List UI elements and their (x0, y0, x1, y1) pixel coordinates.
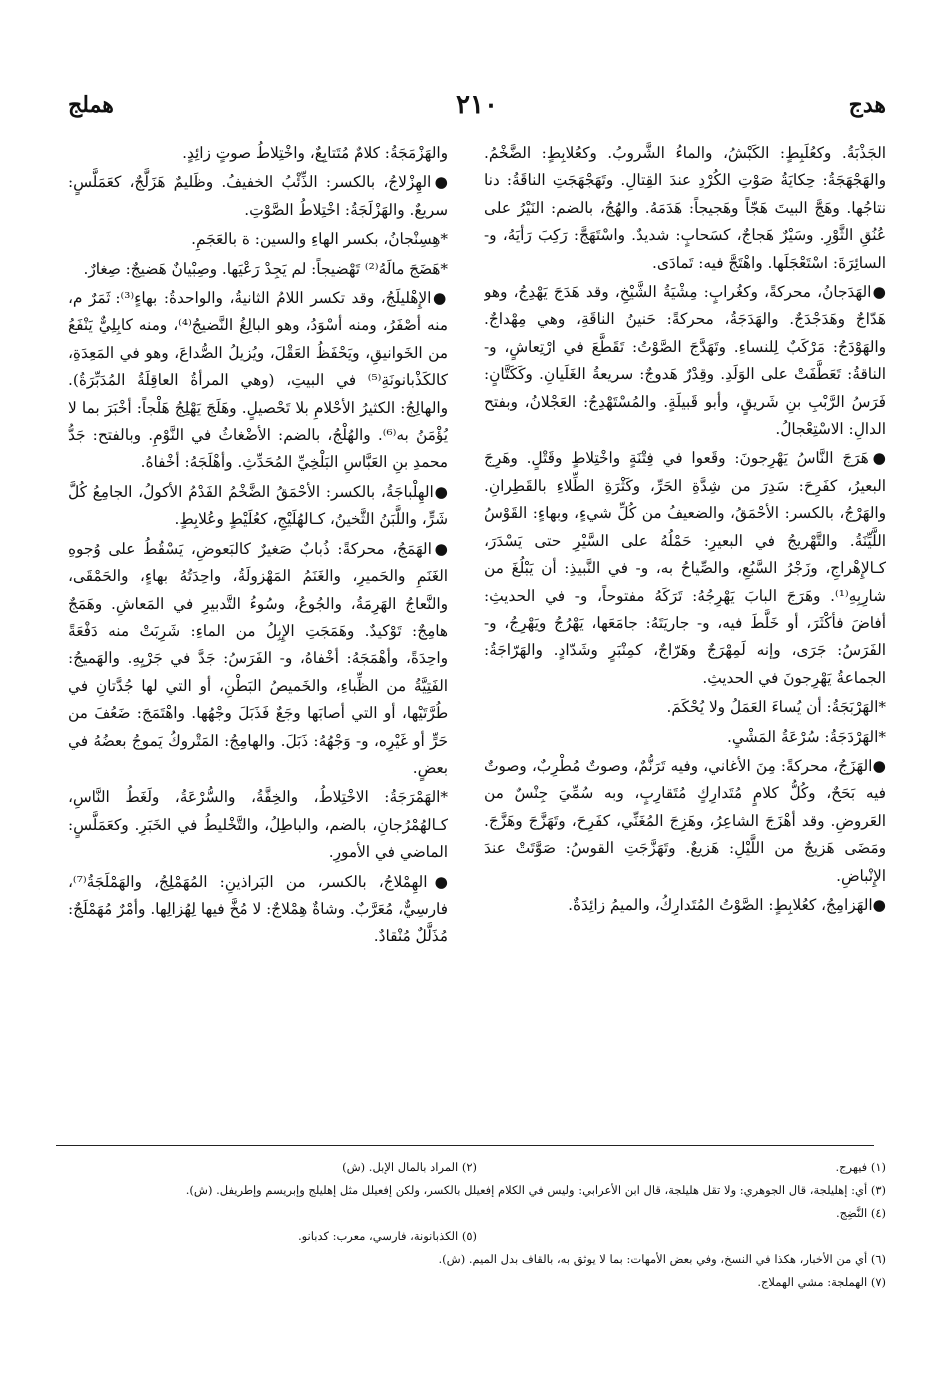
right-column (484, 140, 886, 1140)
footnote-4: (٤) النَّضِج. (835, 1206, 886, 1220)
header-keyword-start: هدج (848, 92, 886, 118)
entry: *هَضَجَ مالَهُ⁽²⁾ تَهْضيجاً: لم يَجِدْ رَعْيَها. وصِبْيانٌ هَضيجٌ: صِغارٌ. (83, 259, 448, 278)
footnote-5-spacer (477, 1225, 886, 1248)
entry: *الهَمْرَجَةُ: الاخْتِلاطُ، والخِفَّةُ، والسُّرْعَةُ، ولَغَطُ النَّاسِ، كـالهُمْرُجانِ، بالضم، والباطِلُ، والتَّخْليطُ في الخَبَرِ. وكعَمَلَّسٍ: الماضي في الأمورِ. (68, 788, 448, 862)
entry: ●الهِمْلاجُ، بالكسر، من البَراذينِ: المُهَمْلِجُ، والهَمْلَجَةُ⁽⁷⁾، فارسِيٌّ، مُعَرَّبٌ. وشاةٌ هِمْلاجٌ: لا مُخَّ فيها لِهُزالِها. وأمْرٌ مُهَمْلَجٌ: مُذَلَّلٌ مُنْقادٌ. (68, 872, 448, 946)
entry: *هِسِنْجانُ، بكسر الهاءِ والسين: ة بالعَجَمِ. (191, 230, 448, 249)
header-keyword-end: هملج (68, 92, 114, 118)
entry: ●الهَزامِجُ، كعُلابِطٍ: الصَّوْتُ المُتَدارِكُ، والميمُ زائِدَةٌ. (568, 895, 886, 914)
footnote-divider (56, 1145, 874, 1146)
entry: ●الهَمَجُ، محركةً: ذُبابٌ صَغيرٌ كالبَعوضِ، يَسْقُطُ على وُجوهِ الغَنَمِ والحَميرِ، والغَنَمُ المَهْزولَةُ، واحِدَتُهُ بهاءٍ، والحَمْقَى، والنَّعاجُ الهَرِمَةُ، والجُوعُ، وسُوءُ التَّدبيرِ في المَعاشِ. وهَمَجٌ هامِجٌ: تَوْكيدٌ. وهَمَجَتِ الإِبِلُ من الماءِ: شَرِبَتْ منه دَفْعَةً واحِدَةً، وأهْمَجَهُ: أخْفاهُ، و- الفَرَسُ: جَدَّ في جَرْيِهِ. والهَميجُ: الفَتِيَّةُ من الظِّباءِ، والخَميصُ البَطْنِ، أو التي لها جُدَّتانِ في طُرَّتَيْها، أو التي أصابَها وجَعٌ فَذَبَلَ وجْهُها. واهْتَمَجَ: ضَعُفَ من حَرٍّ أو غَيْرِه، و- وَجْهُهُ: ذَبَلَ. والهامِجُ: المَتْروكُ يَموجُ بعضُهُ في بعضٍ. (68, 539, 448, 777)
footnote-7: (٧) الهملجة: مشي الهملاج. (757, 1275, 886, 1289)
entry: ●الإِهْليلَجُ، وقد تكسر اللامُ الثانيةُ، والواحدةُ: بهاءٍ⁽³⁾: ثَمَرٌ م، منه أصْفَرُ، ومنه أسْوَدُ، وهو البالِغُ النَّضيجُ⁽⁴⁾، ومنه كابِلِيٌّ يَنْفَعُ من الخَوانيقِ، ويَحْفَظُ العَقْلَ، ويُزيلُ الصُّداعَ، وهو في المَعِدَةِ، كالكَذْبانونَةِ⁽⁵⁾ في البيتِ، (وهي المرأةُ العاقِلَةُ المُدَبِّرَةُ). والهالِجُ: الكثيرُ الأحْلامِ بلا تَحْصيلٍ. وهَلَجَ يَهْلِجُ هَلْجاً: أخْبَرَ بما لا يُؤْمَنُ به⁽⁶⁾. والهُلْجُ، بالضم: الأضْغاثُ في النَّوْمِ. وبالفتح: جَدُّ محمدِ بنِ العَبَّاسِ البَلْخِيِّ المُحَدِّثِ. وأهْلَجَهُ: أخْفاهُ. (68, 289, 448, 472)
left-column (68, 140, 448, 1140)
entry: والهَزْمَجَةُ: كلامٌ مُتَتابِعٌ، واخْتِلاطُ صوتٍ زائِدٍ. (182, 144, 448, 162)
entry: *الهَرْبَجَةُ: أن يُساءَ العَمَلُ ولا يُحْكَمَ. (666, 698, 886, 717)
footnote-2: (٢) المراد بالمال الإبل. (ش) (342, 1160, 477, 1174)
footnote-6: (٦) أي من الأخبار، هكذا في النسخ، وفي بعض الأمهات: بما لا يوثق به، بالقاف بدل الميم. (ش). (438, 1252, 886, 1266)
footnote-3: (٣) أي: إهليلجة، قال الجوهري: ولا تقل هليلجة، قال ابن الأعرابي: وليس في الكلام إفعيلل بالكسر، ولكن إفعيلل مثل إهليلج وإبريسم وإطريفل. (ش). (185, 1183, 886, 1197)
footnotes (68, 1156, 886, 1294)
entry: الجَذْبَةُ. وكعُلَبِطٍ: الكَبْشُ، والماءُ الشَّروبُ. وكعُلابِطٍ: الضَّخْمُ. والهَجْهَجَةُ: حِكايَةُ صَوْتِ الكُرْدِ عندَ القِتالِ. وتَهَجْهَجَتِ الناقَةُ: دنا نتاجُها. وهَجَّ البيتَ هَجّاً وهَجيجاً: هَدَمَهُ. والهُجُ، بالضم: النَيْرُ على عُنُقِ الثَّوْرِ. وسَيْرٌ هَجاجٌ، كسَحابٍ: شديدٌ. واسْتَهَجَّ: رَكِبَ رَأيَهُ، و- السائِرَةَ: اسْتَعْجَلَها. واهْتَجَّ فيه: تَمادَى. (484, 144, 886, 272)
entry: ●الهِزْلاجُ، بالكسر: الذِّئْبُ الخفيفُ. وظَليمٌ هَزَلَّجٌ، كعَمَلَّسٍ: سريعٌ. والهَزْلَجَةُ: اخْتِلاطُ الصَّوْتِ. (68, 173, 448, 219)
entry: ●الهِلْباجَةُ، بالكسر: الأحْمَقُ الضَّخْمُ الفَدْمُ الأكولُ، الجامِعُ كُلَّ شَرٍّ، واللَّبَنُ الثَّخينُ، كـالهُلَيْجِ، كعُلَيْطٍ وعُلابِطٍ. (68, 482, 448, 529)
page-number: ٢١٠ (456, 90, 498, 120)
entry: ●الهَزَجُ، محركةً: مِنَ الأغاني، وفيه تَرَنُّمٌ، وصوتٌ مُطْرِبٌ، وصوتٌ فيه بَحَحٌ، وكُلُّ كلامٍ مُتَدارِكٍ مُتَقارِبٍ، وبه سُمِّيَ جِنْسٌ من العَروضِ. وقد أهْزَجَ الشاعِرُ، وهَزِجَ المُغَنِّي، كفَرِحَ، وتَهَزَّجَ وهَزَّجَ. ومَضَى هَزيجٌ من اللَّيْلِ: هَزيعٌ. وتَهَزَّجَتِ القوسُ: صَوَّتَتْ عندَ الإِنْباضِ. (484, 756, 886, 885)
entry: *الهَرْدَجَةُ: سُرْعَةُ المَشْيِ. (727, 727, 886, 746)
footnote-1: (١) فيهرج. (835, 1160, 886, 1174)
footnote-5: (٥) الكذبانونة، فارسي، معرب: كدبانو. (297, 1229, 477, 1243)
entry: ●الهَدَجانُ، محركةً، وكغُرابٍ: مِشْيَةُ الشَّيْخِ، وقد هَدَجَ يَهْدِجُ، وهو هَدّاجٌ وهَدَجْدَجٌ. والهَدَجَةُ، محركةً: حَنينُ الناقَةِ، وهي مِهْداجٌ. والهَوْدَجُ: مَرْكَبٌ لِلنساءِ. وتَهَدَّجَ الصَّوْتُ: تَقَطَّعَ في ارْتِعاشٍ، و- الناقةُ: تَعَطَّفَتْ على الوَلَدِ. وقِدْرٌ هَدوجٌ: سريعةُ الغَلَيانِ. وكَكَتَّانٍ: فَرَسُ الرَّبْبِ بنِ شَريقٍ، وأبو قَبيلَةٍ. والمُسْتَهْدِجُ: العَجْلانُ، وبفتح الدالِ: الاسْتِعْجالُ. (484, 283, 886, 439)
page-header (68, 90, 886, 130)
entry: ●هَرَجَ النَّاسُ يَهْرِجونَ: وقَعوا في فِتْنَةٍ واخْتِلاطٍ وقَتْلٍ. وهَرِجَ البعيرُ، كفَرِحَ: سَدِرَ من شِدَّةِ الحَرِّ، وكَثْرَةِ الطِّلاءِ بالقَطِرانِ. والهَرْجُ، بالكسر: الأحْمَقُ، والضعيفُ من كُلِّ شيءٍ، وبهاءٍ: القَوْسُ اللَّيِّنَةُ. والتَّهْريجُ في البعيرِ: حَمْلُهُ على السَّيْرِ حتى يَسْدَرَ، كـالإِهْراجِ، وزَجْرُ السَّبُعِ، والصِّياحُ به، و- في النَّبيذِ: أن يَبْلُغَ من شارِبِهِ⁽¹⁾. وهَرَجَ البابَ يَهْرِجُهُ: تَرَكَهُ مفتوحاً، و- في الحديثِ: أفاضَ فأكْثَرَ، أو خَلَّطَ فيه، و- جاريَتَهُ: جامَعَها، يَهْرُجُ ويَهْرِجُ، و- الفَرَسُ: جَرَى، وإنه لَمِهْرَجٌ وهَرّاجٌ، كمِنْبَرٍ وشَدّادٍ. والهَرّاجَةُ: الجماعةُ يَهْرِجونَ في الحديثِ. (484, 449, 886, 687)
